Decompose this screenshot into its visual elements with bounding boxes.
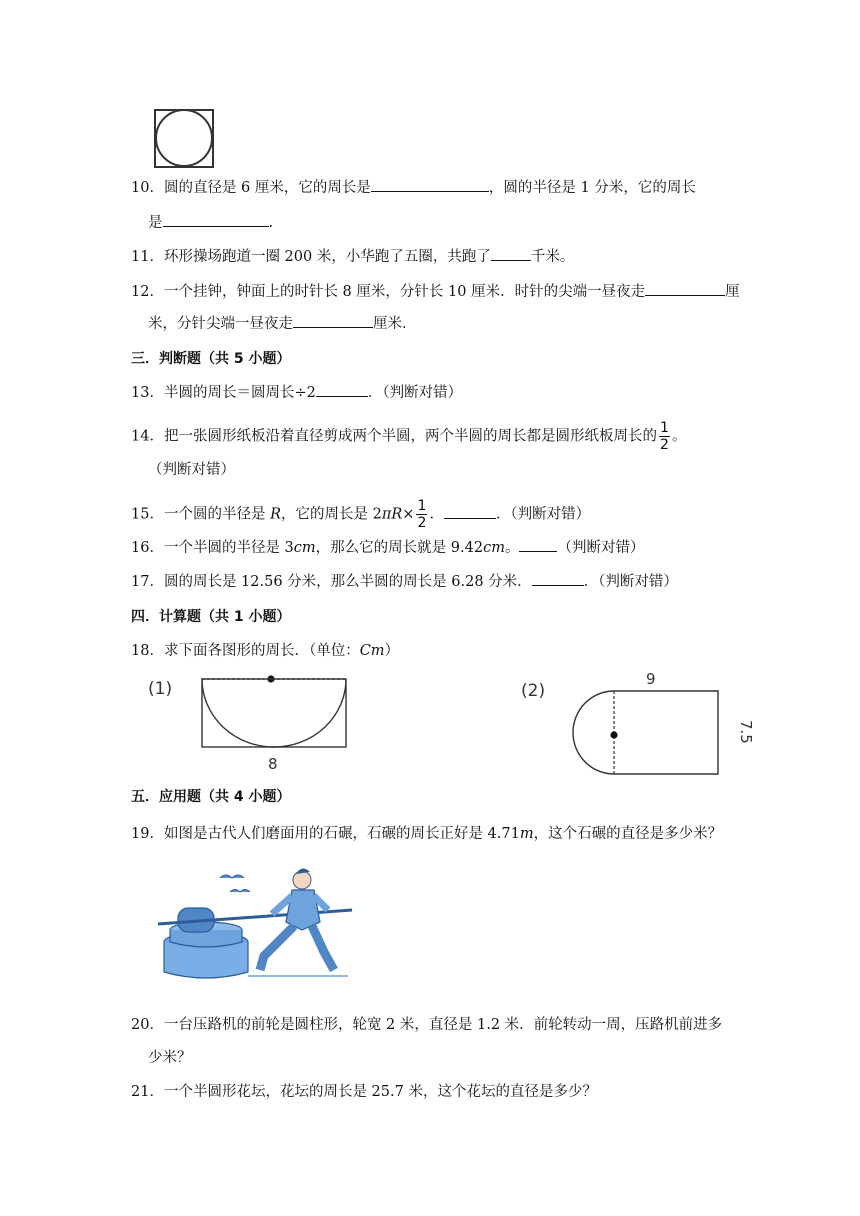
question-18: 18．求下面各图形的周长．（单位：Cm） — [131, 643, 400, 659]
question-21: 21．一个半圆形花坛，花坛的周长是 25.7 米，这个花坛的直径是多少？ — [131, 1084, 597, 1100]
question-14: 14．把一张圆形纸板沿着直径剪成两个半圆，两个半圆的周长都是圆形纸板周长的 $\frac{1}{2}$ 。 — [131, 420, 687, 453]
question-13: 13．半圆的周长＝圆周长÷2 ．（判断对错） — [131, 382, 462, 404]
question-19: 19．如图是古代人们磨面用的石碾，石碾的周长正好是 4.71m，这个石碾的直径是多少米？ — [131, 826, 723, 842]
section-heading-calculation: 四．计算题（共 1 小题） — [131, 609, 291, 625]
question-10-continued: 是 . — [148, 212, 273, 234]
figure-1-width-label: 8 — [268, 755, 278, 773]
question-10: 10．圆的直径是 6 厘米，它的周长是 ，圆的半径是 1 分米，它的周长 — [131, 177, 696, 199]
question-15: 15．一个圆的半径是 R，它的周长是 2πR× $\frac{1}{2}$ ． ．（判断对错） — [131, 498, 591, 531]
figure-2-side-label: 7.5 — [737, 720, 755, 744]
question-20-continued: 少米？ — [148, 1050, 192, 1066]
figure-2-label: (2) — [521, 681, 546, 701]
question-16: 16．一个半圆的半径是 3cm，那么它的周长就是 9.42cm。 （判断对错） — [131, 537, 644, 559]
answer-blank[interactable] — [293, 313, 373, 328]
answer-blank[interactable] — [316, 382, 368, 397]
answer-blank[interactable] — [645, 281, 725, 296]
figure-2-rectangle-semicircle — [516, 668, 755, 778]
fraction: $\frac{1}{2}$ — [659, 420, 669, 453]
section-heading-judgement: 三．判断题（共 5 小题） — [131, 351, 291, 367]
answer-blank[interactable] — [491, 246, 531, 261]
stone-roller-illustration — [152, 860, 362, 985]
answer-blank[interactable] — [444, 504, 496, 519]
answer-blank[interactable] — [519, 537, 557, 552]
section-heading-application: 五．应用题（共 4 小题） — [131, 789, 291, 805]
answer-blank[interactable] — [163, 212, 269, 227]
question-14-continued: （判断对错） — [148, 462, 235, 478]
question-17: 17．圆的周长是 12.56 分米，那么半圆的周长是 6.28 分米． ．（判断对错） — [131, 571, 678, 593]
answer-blank[interactable] — [371, 177, 489, 192]
question-12: 12．一个挂钟，钟面上的时针长 8 厘米，分针长 10 厘米．时针的尖端一昼夜走 厘 — [131, 281, 740, 303]
circle-in-square-figure — [150, 104, 220, 170]
figure-2-top-label: 9 — [646, 670, 656, 688]
question-12-continued: 米，分针尖端一昼夜走 厘米． — [148, 313, 417, 335]
question-11: 11．环形操场跑道一圈 200 米，小华跑了五圈，共跑了 千米。 — [131, 246, 574, 268]
figure-1-rectangle-semicircle — [140, 670, 360, 774]
fraction: $\frac{1}{2}$ — [417, 498, 427, 531]
question-20: 20．一台压路机的前轮是圆柱形，轮宽 2 米，直径是 1.2 米．前轮转动一周，压路机前进多 — [131, 1017, 723, 1033]
answer-blank[interactable] — [532, 571, 584, 586]
figure-1-label: (1) — [148, 679, 173, 699]
